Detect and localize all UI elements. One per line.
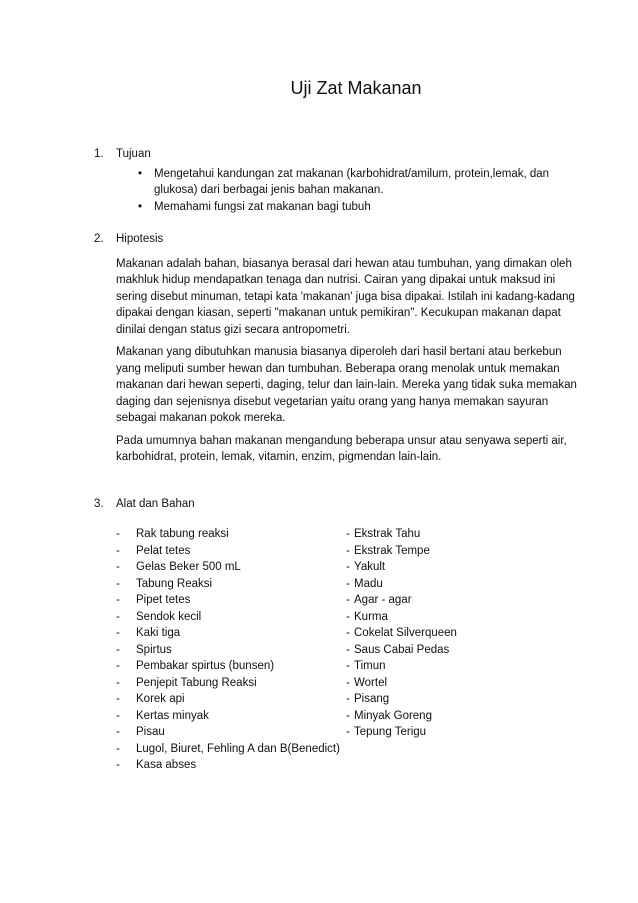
dash-marker: - [346,643,350,656]
bullet-item: • Mengetahui kandungan zat makanan (karbohidrat/amilum, protein,lemak, dan glukosa) dari berbagai jenis bahan makanan. [138,166,578,199]
section-tujuan [94,146,578,215]
dash-marker: - [116,676,120,689]
material-item [346,691,457,708]
tool-item [116,724,346,741]
material-item [346,609,457,626]
tool-item [116,757,346,774]
section-title: Tujuan [116,148,151,160]
tool-item [116,559,346,576]
list-item-text: Pembakar spirtus (bunsen) [136,660,275,672]
list-item-text: Cokelat Silverqueen [354,627,457,639]
list-item-text: Wortel [354,676,388,689]
dash-marker: - [116,759,120,771]
list-item-text: Kasa abses [136,759,197,771]
material-item [346,642,457,659]
section-heading [94,496,578,513]
list-item-text: Tabung Reaksi [136,577,213,590]
list-item-text: Spirtus [136,643,172,656]
dash-marker: - [116,726,120,738]
tujuan-bullet-list [94,166,578,216]
section-alat-bahan [94,496,578,774]
dash-marker: - [116,643,120,656]
section-title: Hipotesis [116,233,164,245]
tool-item [116,526,346,543]
dash-marker: - [346,544,350,557]
list-item-text: Pelat tetes [136,544,191,557]
dash-marker: - [346,660,350,672]
dash-marker: - [346,709,350,722]
dash-marker: - [116,660,120,672]
list-item-text: Ekstrak Tahu [354,528,421,540]
list-item-text: Kertas minyak [136,709,209,722]
list-item-text: Ekstrak Tempe [354,544,430,557]
dash-marker: - [116,544,120,557]
list-item-text: Tepung Terigu [354,726,427,738]
tool-item [116,592,346,609]
tool-item [116,642,346,659]
list-item-text: Gelas Beker 500 mL [136,561,241,573]
tool-item [116,609,346,626]
dash-marker: - [116,709,120,722]
section-number: 1. [94,148,104,160]
list-item-text: Lugol, Biuret, Fehling A dan B(Benedict) [136,742,340,755]
section-number: 3. [94,497,104,510]
material-item [346,576,457,593]
section-number: 2. [94,233,104,245]
materials-lists [116,526,578,774]
material-item [346,526,457,543]
bullet-item: • Memahami fungsi zat makanan bagi tubuh [138,199,578,216]
list-item-text: Agar - agar [354,594,412,606]
dash-marker: - [346,610,350,623]
material-item [346,724,457,741]
list-item-text: Kurma [354,610,388,623]
dash-marker: - [346,561,350,573]
material-item [346,559,457,576]
list-item-text: Pisang [354,693,390,705]
materials-list [346,526,457,774]
section-heading [94,231,578,248]
dash-marker: - [116,594,120,606]
dash-marker: - [116,610,120,623]
list-item-text: Kaki tiga [136,627,181,639]
list-item-text: Minyak Goreng [354,709,432,722]
list-item-text: Madu [354,577,383,590]
material-item [346,543,457,560]
material-item [346,658,457,675]
tool-item [116,708,346,725]
tool-item [116,543,346,560]
section-hipotesis [94,231,578,466]
list-item-text: Penjepit Tabung Reaksi [136,676,257,689]
dash-marker: - [116,561,120,573]
dash-marker: - [346,528,350,540]
paragraph: Pada umumnya bahan makanan mengandung beberapa unsur atau senyawa seperti air, karbohidrat, protein, lemak, vitamin, enzim, pigmendan lain-lain. [116,434,567,463]
list-item-text: Saus Cabai Pedas [354,643,450,656]
dash-marker: - [346,594,350,606]
material-item [346,708,457,725]
dash-marker: - [346,676,350,689]
dash-marker: - [346,627,350,639]
tool-item [116,658,346,675]
material-item [346,592,457,609]
tool-item [116,625,346,642]
tool-item [116,576,346,593]
page-title: Uji Zat Makanan [290,78,422,98]
paragraph: Makanan yang dibutuhkan manusia biasanya diperoleh dari hasil bertani atau berkebun yang meliputi sumber hewan dan tumbuhan. Beberapa orang menolak untuk memakan makanan dari hewan seperti, daging, telur dan lain-lain. Mereka yang tidak suka memakan daging dan sejenisnya disebut vegetarian yaitu orang yang hanya memakan sayuran sebagai makanan pokok mereka. [116,346,577,424]
dash-marker: - [116,627,120,639]
tool-item [116,675,346,692]
list-item-text: Pisau [136,726,165,738]
tool-item [116,741,346,758]
list-item-text: Sendok kecil [136,610,202,623]
dash-marker: - [116,577,120,590]
list-item-text: Yakult [354,561,386,573]
tool-item [116,691,346,708]
dash-marker: - [346,726,350,738]
list-item-text: Timun [354,660,386,672]
dash-marker: - [116,693,120,705]
dash-marker: - [116,528,120,540]
dash-marker: - [346,577,350,590]
paragraph: Makanan adalah bahan, biasanya berasal dari hewan atau tumbuhan, yang dimakan oleh makhluk hidup mendapatkan tenaga dan nutrisi. Cairan yang dipakai untuk maksud ini sering disebut minuman, tetapi kata 'makanan' juga bisa dipakai. Istilah ini kadang-kadang dipakai dengan kiasan, seperti "makanan untuk pemikiran". Kecukupan makanan dapat dinilai dengan status gizi secara antropometri. [116,257,575,336]
material-item [346,675,457,692]
dash-marker: - [346,693,350,705]
tools-list [116,526,346,774]
material-item [346,625,457,642]
list-item-text: Pipet tetes [136,594,191,606]
list-item-text: Rak tabung reaksi [136,528,229,540]
section-heading [94,146,578,163]
dash-marker: - [116,742,120,755]
section-title: Alat dan Bahan [116,497,195,510]
list-item-text: Korek api [136,693,185,705]
